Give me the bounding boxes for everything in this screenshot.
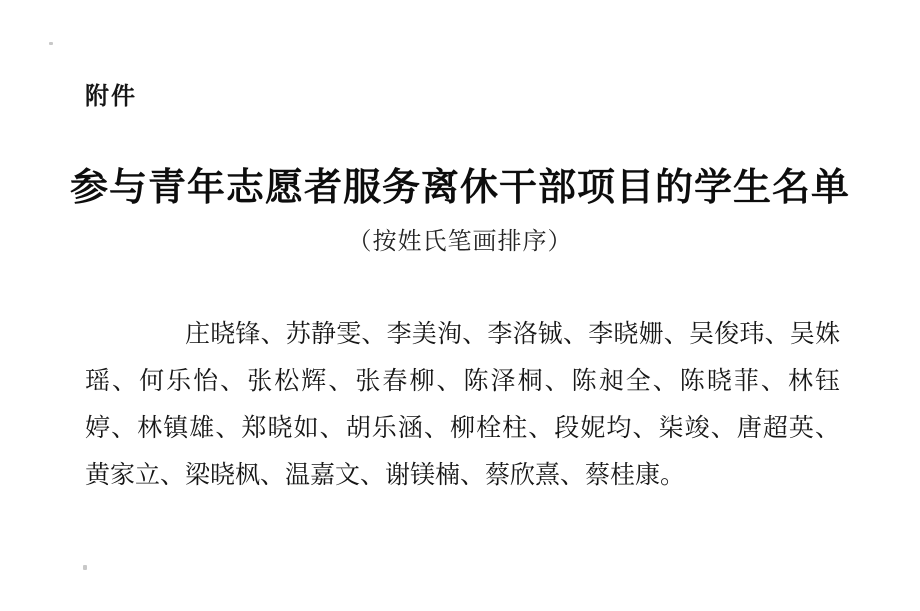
page-title: 参与青年志愿者服务离休干部项目的学生名单 <box>69 167 850 209</box>
page-subtitle-sort-note: （按姓氏笔画排序） <box>347 229 573 255</box>
paragraph-line-4: 黄家立、梁晓枫、温嘉文、谢镁楠、蔡欣熹、蔡桂康。 <box>85 462 686 489</box>
paragraph-line-2: 瑶、何乐怡、张松辉、张春柳、陈泽桐、陈昶全、陈晓菲、林钰 <box>85 368 840 395</box>
paragraph-line-1: 庄晓锋、苏静雯、李美洵、李洛铖、李晓姗、吴俊玮、吴姝 <box>185 321 840 348</box>
student-names-paragraph <box>85 311 840 499</box>
attachment-label: 附件 <box>85 83 137 110</box>
scan-artifact-speck-top <box>49 42 53 45</box>
paragraph-line-3: 婷、林镇雄、郑晓如、胡乐涵、柳栓柱、段妮均、柒竣、唐超英、 <box>85 415 840 442</box>
scan-artifact-speck-bottom <box>83 565 87 570</box>
